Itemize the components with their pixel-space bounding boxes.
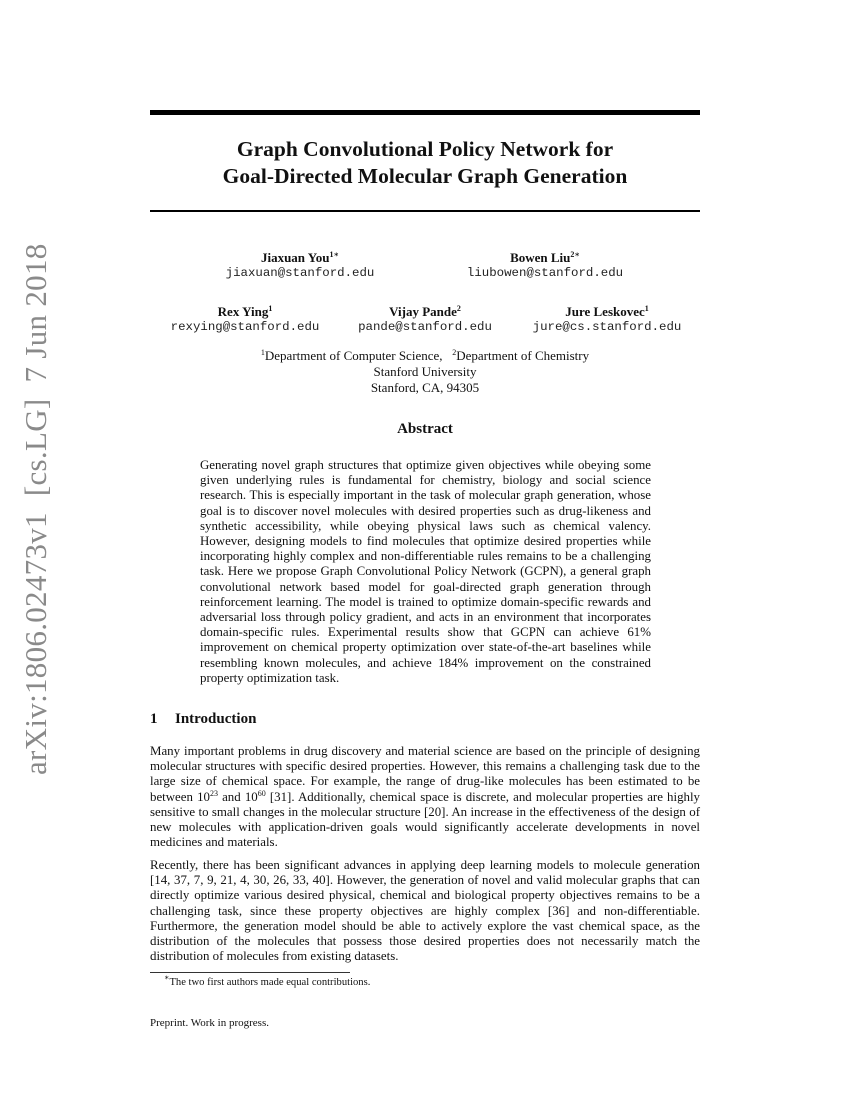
intro-paragraph-2: Recently, there has been significant advances in applying deep learning models to molecule generation [14, 37, 7, 9, 21, 4, 30, 26, 33, 40]. However, the generation of novel and valid molecular graphs that can directly optimize various desired physical, chemical and biological property objectives remains to be a challenging task, since these property objectives are highly complex [36] and non-differentiable. Furthermore, the generation model should be able to actively explore the vast chemical space, as the distribution of the molecules that possess those desired properties does not necessarily match the distribution of molecules from existing datasets.: [150, 858, 700, 964]
title-line-2: Goal-Directed Molecular Graph Generation: [222, 164, 628, 188]
author-block: [155, 304, 335, 335]
author-name: Vijay Pande: [389, 304, 457, 319]
author-email[interactable]: rexying@stanford.edu: [170, 320, 320, 334]
author-name: Rex Ying: [217, 304, 269, 319]
affil-dept-chem: Department of Chemistry: [456, 348, 590, 363]
section-heading-introduction: [150, 711, 256, 728]
affil-university: Stanford University: [373, 364, 477, 379]
author-name: Bowen Liu: [510, 250, 571, 265]
affil-address: Stanford, CA, 94305: [370, 380, 480, 395]
preprint-notice: Preprint. Work in progress.: [150, 1017, 269, 1029]
intro-paragraph-1: [150, 744, 700, 850]
author-mark: 1: [644, 304, 649, 313]
paper-title: [150, 136, 700, 190]
text-run: and 10: [217, 789, 258, 804]
affil-mark: 1: [260, 348, 265, 357]
footnote-mark: ∗: [164, 973, 170, 982]
author-mark: 2∗: [570, 250, 580, 259]
author-block: [512, 304, 702, 335]
section-title: Introduction: [175, 711, 257, 727]
author-block: [200, 250, 400, 281]
abstract-heading: Abstract: [397, 421, 453, 437]
footnote-rule: [150, 972, 350, 973]
arxiv-category: [cs.LG]: [18, 398, 53, 497]
author-email[interactable]: liubowen@stanford.edu: [466, 266, 624, 280]
author-email[interactable]: jure@cs.stanford.edu: [532, 320, 682, 334]
arxiv-identifier-stamp: [18, 227, 54, 775]
title-top-rule: [150, 110, 700, 115]
affil-mark: 2: [452, 348, 457, 357]
title-bottom-rule: [150, 210, 700, 212]
author-email[interactable]: jiaxuan@stanford.edu: [225, 266, 375, 280]
affiliations: [150, 348, 700, 396]
author-mark: 2: [456, 304, 461, 313]
title-line-1: Graph Convolutional Policy Network for: [236, 137, 614, 161]
author-mark: 1: [268, 304, 273, 313]
exponent: 60: [257, 788, 266, 798]
author-name: Jiaxuan You: [260, 250, 330, 265]
arxiv-date: 7 Jun 2018: [18, 243, 53, 383]
footnote-text: The two first authors made equal contributions.: [169, 977, 371, 988]
author-mark: 1∗: [329, 250, 340, 259]
text-run: Many important problems in drug discovery and material science are based on the principle of designing molecular structures with specific desired properties. However, this remains a challenging task due to the large size of chemical space. For example, the range of drug-like molecules has been estimated to be between 10: [150, 744, 700, 804]
author-block: [445, 250, 645, 281]
arxiv-id[interactable]: arXiv:1806.02473v1: [18, 512, 53, 775]
text-run: [31]. Additionally, chemical space is discrete, and molecular properties are highly sensitive to small changes in the molecular structure [20]. An increase in the effectiveness of the design of new molecules with application-driven goals would significantly accelerate developments in novel medicines and materials.: [150, 789, 700, 850]
affil-dept-cs: Department of Computer Science,: [264, 348, 443, 363]
footnote: [164, 973, 371, 988]
section-number: 1: [150, 711, 158, 727]
author-email[interactable]: pande@stanford.edu: [358, 320, 492, 334]
abstract-text: Generating novel graph structures that optimize given objectives while obeying some given underlying rules is fundamental for chemistry, biology and social science research. This is especially important in the task of molecular graph generation, whose goal is to discover novel molecules with desired properties such as drug-likeness and synthetic accessibility, while obeying physical laws such as chemical valency. However, designing models to find molecules that optimize desired properties while incorporating highly complex and non-differentiable rules remains to be a challenging task. Here we propose Graph Convolutional Policy Network (GCPN), a general graph convolutional network based model for goal-directed graph generation through reinforcement learning. The model is trained to optimize domain-specific rewards and adversarial loss through policy gradient, and acts in an environment that incorporates domain-specific rules. Experimental results show that GCPN can achieve 61% improvement on chemical property optimization over state-of-the-art baselines while resembling known molecules, and achieve 184% improvement on the constrained property optimization task.: [200, 458, 651, 685]
author-block: [340, 304, 510, 335]
exponent: 23: [209, 788, 218, 798]
author-name: Jure Leskovec: [565, 304, 645, 319]
